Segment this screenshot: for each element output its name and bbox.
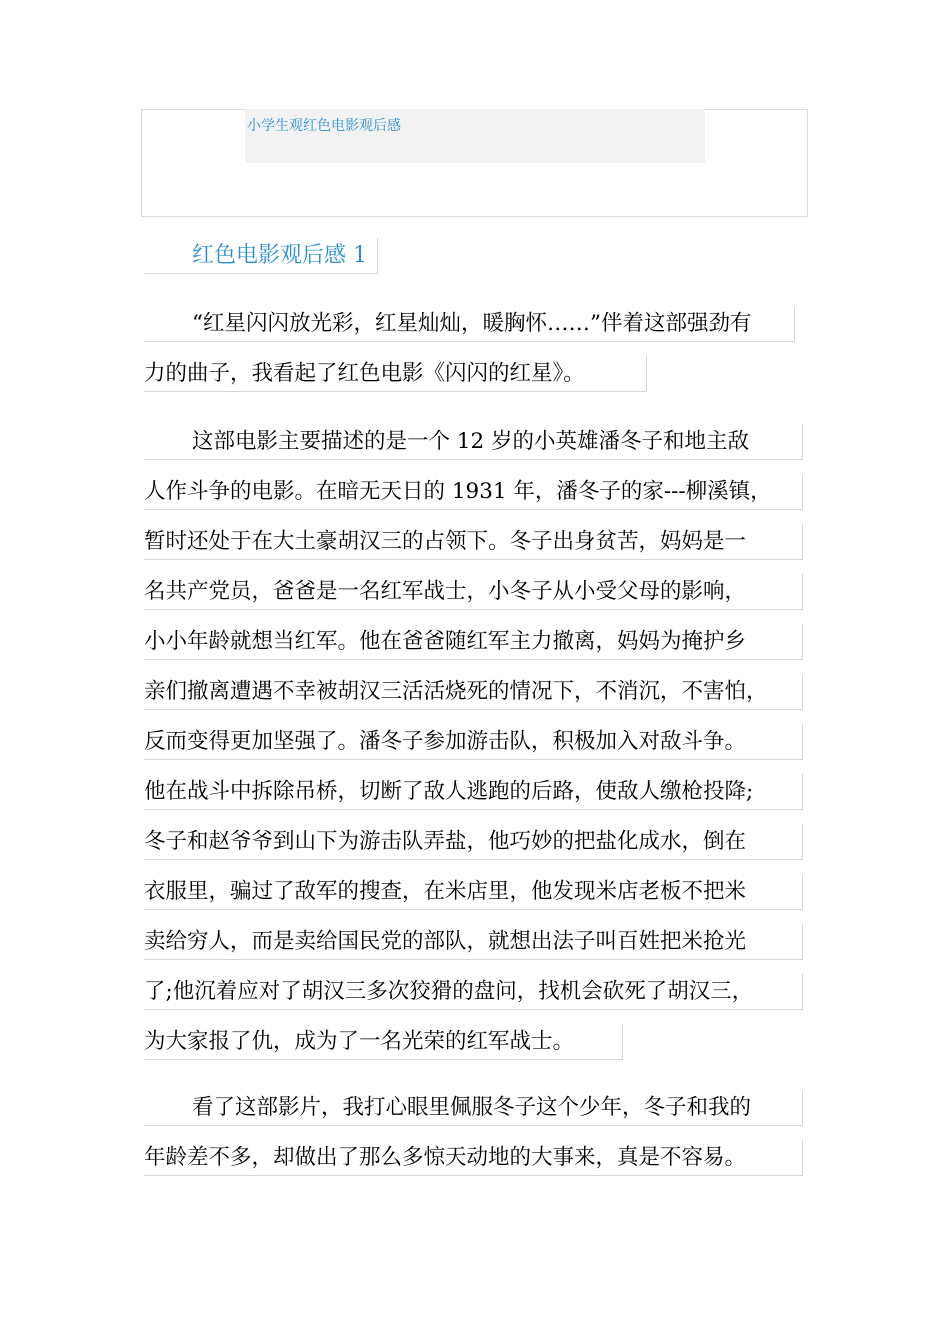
paragraph-line: 人作斗争的电影。在暗无天日的 1931 年，潘冬子的家---柳溪镇， — [144, 474, 803, 510]
paragraph-line: 力的曲子，我看起了红色电影《闪闪的红星》。 — [144, 356, 647, 392]
paragraph-line: 了;他沉着应对了胡汉三多次狡猾的盘问，找机会砍死了胡汉三， — [144, 974, 803, 1010]
paragraph-line: 暂时还处于在大土豪胡汉三的占领下。冬子出身贫苦，妈妈是一 — [144, 524, 803, 560]
paragraph-line: “红星闪闪放光彩，红星灿灿，暖胸怀……”伴着这部强劲有 — [144, 306, 795, 342]
paragraph-line: 衣服里，骗过了敌军的搜查，在米店里，他发现米店老板不把米 — [144, 874, 803, 910]
paragraph-line: 年龄差不多，却做出了那么多惊天动地的大事来，真是不容易。 — [144, 1140, 803, 1176]
paragraph-line: 为大家报了仇，成为了一名光荣的红军战士。 — [144, 1024, 623, 1060]
paragraph-line: 名共产党员，爸爸是一名红军战士，小冬子从小受父母的影响， — [144, 574, 803, 610]
paragraph-line: 他在战斗中拆除吊桥，切断了敌人逃跑的后路，使敌人缴枪投降; — [144, 774, 803, 810]
paragraph-line: 亲们撤离遭遇不幸被胡汉三活活烧死的情况下，不消沉，不害怕， — [144, 674, 803, 710]
paragraph-line: 看了这部影片，我打心眼里佩服冬子这个少年，冬子和我的 — [144, 1090, 803, 1126]
section-heading: 红色电影观后感 1 — [144, 238, 378, 274]
paragraph-line: 反而变得更加坚强了。潘冬子参加游击队，积极加入对敌斗争。 — [144, 724, 803, 760]
paragraph-line: 这部电影主要描述的是一个 12 岁的小英雄潘冬子和地主敌 — [144, 424, 803, 460]
document-title: 小学生观红色电影观后感 — [247, 118, 401, 134]
paragraph-line: 小小年龄就想当红军。他在爸爸随红军主力撤离，妈妈为掩护乡 — [144, 624, 803, 660]
paragraph-line: 冬子和赵爷爷到山下为游击队弄盐，他巧妙的把盐化成水，倒在 — [144, 824, 803, 860]
paragraph-line: 卖给穷人，而是卖给国民党的部队，就想出法子叫百姓把米抢光 — [144, 924, 803, 960]
